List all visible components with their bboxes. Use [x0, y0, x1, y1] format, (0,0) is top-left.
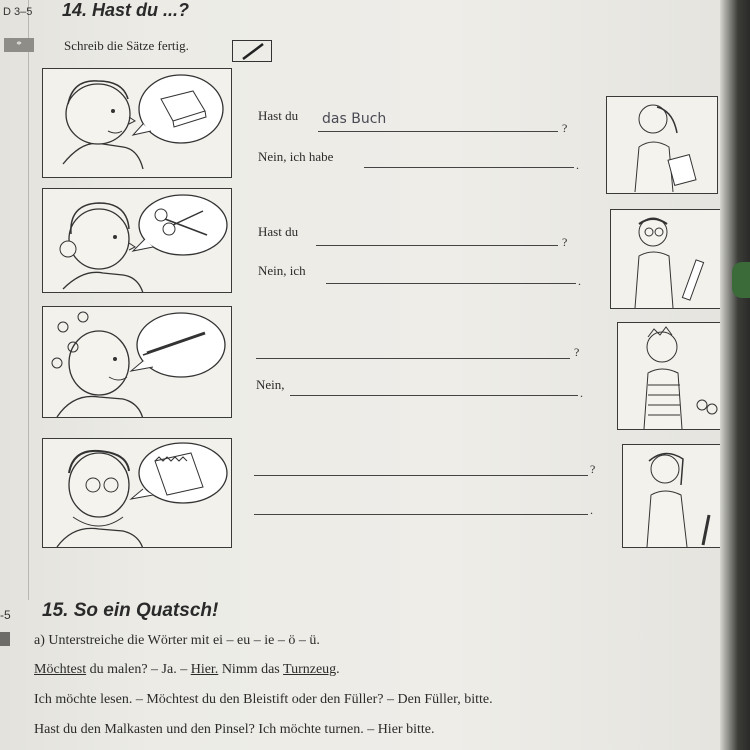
sentence-line-1: Möchtest du malen? – Ja. – Hier. Nimm das Turnzeug. [34, 662, 340, 677]
row2-question-line[interactable] [316, 245, 558, 246]
row3-question-line[interactable] [256, 358, 570, 359]
binder-edge [720, 0, 750, 750]
row3-answer-line[interactable] [290, 395, 578, 396]
margin-line [28, 0, 29, 600]
task-a-instruction: a) Unterstreiche die Wörter mit ei – eu – ie – ö – ü. [34, 633, 320, 648]
marker-pen-tip [732, 262, 750, 298]
underlined-word: Turnzeug [283, 662, 337, 677]
row4-question-mark: ? [590, 462, 596, 476]
exercise-14-title: 14. Hast du ...? [62, 0, 190, 20]
row2-answer-prefix: Nein, ich [258, 263, 306, 278]
row3-period: . [580, 386, 583, 400]
picture-boy-notebook [42, 438, 232, 548]
speech-bubble [139, 195, 227, 255]
picture-boy-book [42, 68, 232, 178]
row3-answer-prefix: Nein, [256, 377, 285, 392]
row2-question-mark: ? [562, 235, 568, 249]
row2-period: . [578, 274, 581, 288]
row1-question-line[interactable] [318, 131, 558, 132]
picture-girl-pen [42, 306, 232, 418]
underlined-word: Möchtest [34, 662, 87, 677]
sentence-line-2: Ich möchte lesen. – Möchtest du den Bleistift oder den Füller? – Den Füller, bitte. [34, 692, 493, 707]
picture-boy-with-scissors [617, 322, 729, 430]
sentence-line-3: Hast du den Malkasten und den Pinsel? Ich möchte turnen. – Hier bitte. [34, 722, 435, 737]
instruction-text: Schreib die Sätze fertig. [64, 38, 189, 53]
row2-answer-line[interactable] [326, 283, 576, 284]
pencil-icon [232, 40, 272, 62]
marker-square [0, 632, 10, 646]
row2-question-prefix: Hast du [258, 224, 299, 239]
row1-answer-prefix: Nein, ich habe [258, 149, 334, 164]
row1-answer-line[interactable] [364, 167, 574, 168]
section-tag-15: -5 [0, 608, 11, 622]
row1-period: . [576, 158, 579, 172]
row4-question-line[interactable] [254, 475, 588, 476]
row4-answer-line[interactable] [254, 514, 588, 515]
row1-handwritten-answer: das Buch [322, 111, 387, 127]
difficulty-star-badge: * [4, 38, 34, 52]
row3-question-mark: ? [574, 345, 580, 359]
picture-girl-with-book [606, 96, 718, 194]
row1-question-prefix: Hast du [258, 108, 299, 123]
picture-girl-scissors [42, 188, 232, 293]
row1-question-mark: ? [562, 121, 568, 135]
picture-boy-with-ruler [610, 209, 724, 309]
row4-period: . [590, 503, 593, 517]
underlined-word: Hier. [190, 662, 219, 677]
section-tag: D 3–5 [3, 6, 33, 18]
exercise-15-title: 15. So ein Quatsch! [42, 600, 219, 621]
